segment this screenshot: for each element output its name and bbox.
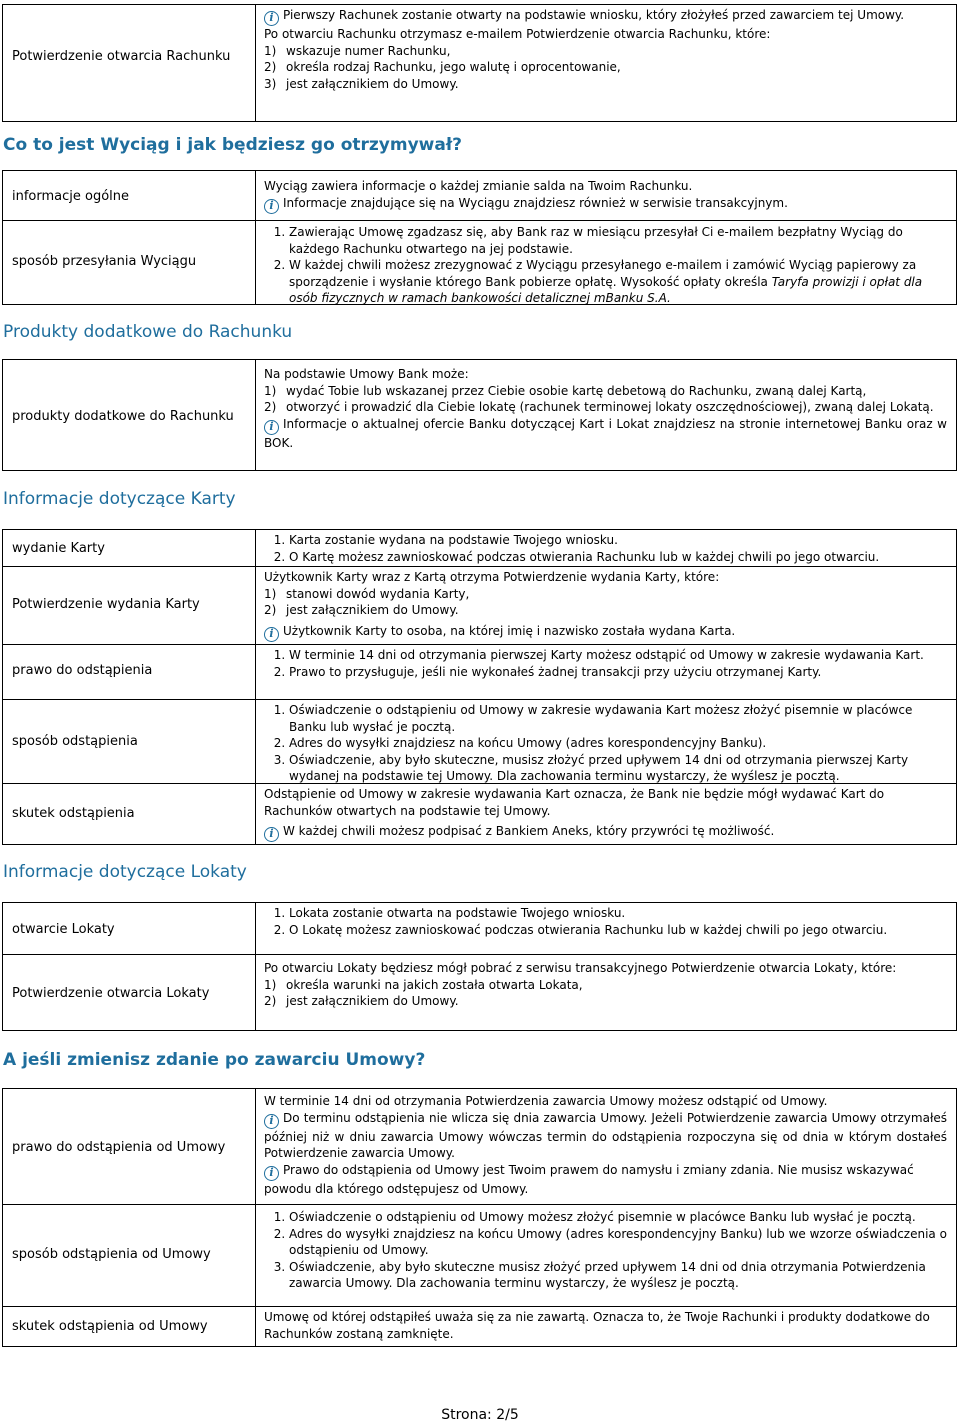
deposit-confirm-list: [264, 977, 947, 1010]
section-heading: Informacje dotyczące Karty: [3, 489, 236, 509]
row-label: sposób przesyłania Wyciągu: [12, 254, 197, 269]
list-item: 2) otworzyć i prowadzić dla Ciebie lokatę (rachunek terminowej lokaty oszczędnościowej), zwaną dalej Lokatą.: [286, 399, 947, 416]
card-effect-text: Odstąpienie od Umowy w zakresie wydawania Kart oznacza, że Bank nie będzie mógł wydawać Kart do Rachunków otwartych na podstawie tej Umowy.: [264, 787, 885, 818]
list-item: 1. Oświadczenie o odstąpieniu od Umowy w zakresie wydawania Kart możesz złożyć pisemnie w placówce Banku lub wysłać je pocztą.: [289, 702, 947, 735]
row-label: wydanie Karty: [12, 541, 105, 556]
deposit-open-list: [264, 905, 947, 938]
row-label: produkty dodatkowe do Rachunku: [12, 409, 234, 424]
withdrawal-method-row: [2, 1205, 957, 1307]
list-item: 2. O Lokatę możesz zawnioskować podczas otwierania Rachunku lub w każdej chwili po jego otwarciu.: [289, 922, 947, 939]
additional-list: [264, 383, 947, 416]
withdrawal-right-row: [2, 1088, 957, 1205]
section-heading: A jeśli zmienisz zdanie po zawarciu Umowy?: [3, 1050, 426, 1070]
withdrawal-right-info-1: i Do terminu odstąpienia nie wlicza się dnia zawarcia Umowy. Jeżeli Potwierdzenie zawarcia Umowy otrzymałeś później niż w dniu zawarcia Umowy wówczas termin do odstąpienia rozpoczyna się od dnia w którym dostałeś Potwierdzenie zawarcia Umowy.: [264, 1110, 947, 1160]
row-label: prawo do odstąpienia: [12, 663, 153, 678]
statement-general-text: Wyciąg zawiera informacje o każdej zmianie salda na Twoim Rachunku.: [264, 179, 693, 193]
statement-general-info: i Informacje znajdujące się na Wyciągu znajdziesz również w serwisie transakcyjnym.: [264, 195, 947, 214]
info-icon: i: [264, 199, 279, 214]
list-item: 2. Adres do wysyłki znajdziesz na końcu Umowy (adres korespondencyjny Banku).: [289, 735, 947, 752]
additional-intro: Na podstawie Umowy Bank może:: [264, 367, 469, 381]
info-icon: i: [264, 11, 279, 26]
list-item: 2. W każdej chwili możesz zrezygnować z Wyciągu przesyłanego e-mailem i zamówić Wyciąg papierowy za sporządzenie i wysłanie którego Bank pobierze opłatę. Wysokość opłaty określa Taryfa prowizji i opłat dla osób fizycznych w ramach bankowości detalicznej mBanku S.A.: [289, 257, 947, 307]
list-item: 3. Oświadczenie, aby było skuteczne, musisz złożyć przed upływem 14 dni od otrzymania pierwszej Karty wydanej na podstawie tej Umowy. Dla zachowania terminu wystarczy, że wyślesz je pocztą.: [289, 752, 947, 785]
additional-info: i Informacje o aktualnej ofercie Banku dotyczącej Kart i Lokat znajdziesz na stronie internetowej Banku oraz w BOK.: [264, 416, 947, 450]
row-label: sposób odstąpienia od Umowy: [12, 1247, 211, 1262]
card-confirm-info: i Użytkownik Karty to osoba, na której imię i nazwisko została wydana Karta.: [264, 623, 947, 642]
card-effect-row: [2, 784, 957, 845]
list-item: 1) określa warunki na jakich została otwarta Lokata,: [286, 977, 947, 994]
withdrawal-right-info-2: i Prawo do odstąpienia od Umowy jest Twoim prawem do namysłu i zmiany zdania. Nie musisz wskazywać powodu dla którego odstępujesz od Umowy.: [264, 1162, 914, 1196]
section-heading: Co to jest Wyciąg i jak będziesz go otrzymywał?: [3, 135, 463, 155]
confirm-account-text-1: i Pierwszy Rachunek zostanie otwarty na podstawie wniosku, który złożyłeś przed zawarciem tej Umowy.: [264, 7, 947, 26]
list-item: 1. Oświadczenie o odstąpieniu od Umowy możesz złożyć pisemnie w placówce Banku lub wysłać je pocztą.: [289, 1209, 947, 1226]
list-item: 1) stanowi dowód wydania Karty,: [286, 586, 947, 603]
card-effect-info: i W każdej chwili możesz podpisać z Bankiem Aneks, który przywróci tę możliwość.: [264, 823, 947, 842]
statement-sending-list: [264, 224, 947, 307]
list-item: 2) jest załącznikiem do Umowy.: [286, 602, 947, 619]
row-label: skutek odstąpienia od Umowy: [12, 1319, 208, 1334]
withdrawal-effect-text: Umowę od której odstąpiłeś uważa się za nie zawartą. Oznacza to, że Twoje Rachunki i produkty dodatkowe do Rachunków zostaną zamknięte.: [264, 1310, 930, 1341]
list-item: 1) wydać Tobie lub wskazanej przez Ciebie osobie kartę debetową do Rachunku, zwaną dalej Kartą,: [286, 383, 947, 400]
list-item: 1. Lokata zostanie otwarta na podstawie Twojego wniosku.: [289, 905, 947, 922]
list-item: 1) wskazuje numer Rachunku,: [286, 43, 947, 60]
card-right-list: [264, 647, 947, 680]
card-confirm-intro: Użytkownik Karty wraz z Kartą otrzyma Potwierdzenie wydania Karty, które:: [264, 570, 720, 584]
confirm-account-text-2: Po otwarciu Rachunku otrzymasz e-mailem Potwierdzenie otwarcia Rachunku, które:: [264, 27, 771, 41]
row-label: Potwierdzenie otwarcia Lokaty: [12, 986, 210, 1001]
row-label: Potwierdzenie otwarcia Rachunku: [12, 49, 231, 64]
section-heading: Produkty dodatkowe do Rachunku: [3, 322, 293, 342]
list-item: 3) jest załącznikiem do Umowy.: [286, 76, 947, 93]
list-item: 2. Prawo to przysługuje, jeśli nie wykonałeś żadnej transakcji przy użyciu otrzymanej Karty.: [289, 664, 947, 681]
list-item: 1. Zawierając Umowę zgadzasz się, aby Bank raz w miesiącu przesyłał Ci e-mailem bezpłatny Wyciąg do każdego Rachunku otwartego na jej podstawie.: [289, 224, 947, 257]
withdrawal-effect-row: [2, 1307, 957, 1347]
deposit-open-row: [2, 902, 957, 955]
confirm-account-list: [264, 43, 947, 93]
info-icon: i: [264, 627, 279, 642]
list-item: 3. Oświadczenie, aby było skuteczne musisz złożyć przed upływem 14 dni od dnia otrzymania Potwierdzenia zawarcia Umowy. Dla zachowania terminu wystarczy, że wyślesz je pocztą.: [289, 1259, 947, 1292]
list-item: 2) określa rodzaj Rachunku, jego walutę i oprocentowanie,: [286, 59, 947, 76]
section-heading: Informacje dotyczące Lokaty: [3, 862, 247, 882]
card-method-list: [264, 702, 947, 785]
row-label: Potwierdzenie wydania Karty: [12, 597, 200, 612]
deposit-confirm-row: [2, 955, 957, 1031]
card-issue-list: [264, 532, 947, 565]
tariff-name: Taryfa prowizji i opłat dla osób fizycznych w ramach bankowości detalicznej mBanku S.A.: [289, 274, 923, 305]
row-label: sposób odstąpienia: [12, 734, 138, 749]
withdrawal-method-list: [264, 1209, 947, 1292]
row-label: skutek odstąpienia: [12, 806, 135, 821]
row-label: otwarcie Lokaty: [12, 922, 115, 937]
info-icon: i: [264, 827, 279, 842]
card-method-row: [2, 700, 957, 784]
card-right-row: [2, 645, 957, 700]
info-icon: i: [264, 1166, 279, 1181]
list-item: 2. Adres do wysyłki znajdziesz na końcu Umowy (adres korespondencyjny Banku) lub we wzorze oświadczenia o odstąpieniu od Umowy.: [289, 1226, 947, 1259]
list-item: 2. O Kartę możesz zawnioskować podczas otwierania Rachunku lub w każdej chwili po jego otwarciu.: [289, 549, 947, 566]
statement-sending-row: [2, 221, 957, 305]
row-label: informacje ogólne: [12, 189, 130, 204]
confirm-account-row: [2, 4, 957, 122]
additional-products-row: [2, 359, 957, 471]
row-label: prawo do odstąpienia od Umowy: [12, 1140, 226, 1155]
card-confirm-list: [264, 586, 947, 619]
page-number: Strona: 2/5: [441, 1407, 519, 1423]
info-icon: i: [264, 1114, 279, 1129]
withdrawal-right-text: W terminie 14 dni od otrzymania Potwierdzenia zawarcia Umowy możesz odstąpić od Umowy.: [264, 1094, 828, 1108]
deposit-confirm-intro: Po otwarciu Lokaty będziesz mógł pobrać z serwisu transakcyjnego Potwierdzenie otwarcia Lokaty, które:: [264, 961, 897, 975]
card-confirm-row: [2, 567, 957, 645]
list-item: 1. W terminie 14 dni od otrzymania pierwszej Karty możesz odstąpić od Umowy w zakresie wydawania Kart.: [289, 647, 947, 664]
list-item: 2) jest załącznikiem do Umowy.: [286, 993, 947, 1010]
info-icon: i: [264, 420, 279, 435]
list-item: 1. Karta zostanie wydana na podstawie Twojego wniosku.: [289, 532, 947, 549]
statement-general-row: [2, 170, 957, 221]
card-issue-row: [2, 529, 957, 567]
